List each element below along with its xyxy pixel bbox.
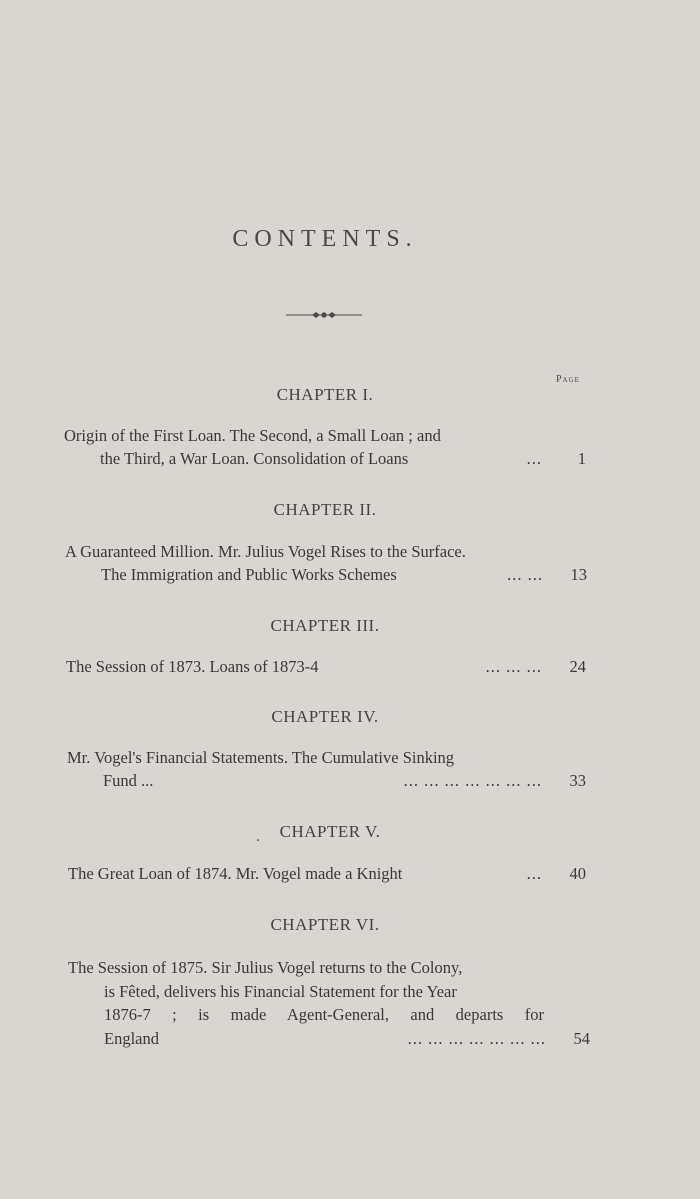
page-number: 13: [570, 565, 587, 584]
dot-leaders: ... ... ...: [485, 657, 542, 676]
entry-last-line: [64, 447, 586, 470]
chapter-heading: CHAPTER IV.: [271, 707, 379, 726]
entry-line: Fund ...: [103, 771, 154, 790]
entry-line: is Fêted, delivers his Financial Statement for the Year: [104, 981, 457, 1001]
entry-line: England: [104, 1028, 159, 1048]
entry-last-line: [65, 563, 587, 586]
dot-leaders: ... ...: [507, 565, 543, 584]
entry-last-line: [68, 862, 586, 885]
entry-line: The Immigration and Public Works Schemes: [101, 565, 397, 584]
entry-last-line: [66, 655, 586, 678]
chapter-heading: CHAPTER V.: [279, 822, 381, 841]
chapter-heading: CHAPTER I.: [276, 385, 374, 404]
contents-entry: [65, 540, 587, 586]
page-column-header: Page: [556, 374, 580, 385]
dot-leaders: ...: [526, 864, 542, 883]
contents-entry: [67, 746, 586, 792]
entry-line: The Session of 1873. Loans of 1873-4: [66, 657, 319, 676]
ornament-rule-icon: [286, 307, 362, 323]
contents-entry: [68, 956, 590, 1050]
dot-leaders: ... ... ... ... ... ... ...: [407, 1028, 546, 1048]
dot-leaders: ... ... ... ... ... ... ...: [403, 771, 542, 790]
page-number: 40: [569, 864, 586, 883]
contents-entry: [66, 655, 586, 678]
chapter-heading: CHAPTER VI.: [270, 915, 380, 934]
stray-mark: .: [256, 828, 260, 845]
entry-line: 1876-7 ; is made Agent-General, and departs for: [104, 1005, 544, 1024]
page-number: 24: [569, 657, 586, 676]
dot-leaders: ...: [526, 449, 542, 468]
chapter-heading: CHAPTER II.: [273, 500, 377, 519]
page-number: 1: [577, 449, 586, 468]
chapter-heading: CHAPTER III.: [270, 616, 380, 635]
entry-line: The Session of 1875. Sir Julius Vogel returns to the Colony,: [68, 958, 463, 977]
page-number: 33: [569, 771, 586, 790]
entry-line: the Third, a War Loan. Consolidation of Loans: [100, 449, 409, 468]
entry-last-line: [68, 1027, 590, 1051]
entry-line: The Great Loan of 1874. Mr. Vogel made a Knight: [68, 864, 403, 883]
entry-line: A Guaranteed Million. Mr. Julius Vogel Rises to the Surface.: [65, 542, 466, 561]
contents-entry: [68, 862, 586, 885]
contents-entry: [64, 424, 586, 470]
page-number: 54: [573, 1028, 590, 1048]
entry-last-line: [67, 769, 586, 792]
contents-title: CONTENTS.: [232, 226, 418, 252]
entry-line: Origin of the First Loan. The Second, a Small Loan ; and: [64, 426, 441, 445]
entry-line: Mr. Vogel's Financial Statements. The Cumulative Sinking: [67, 748, 455, 767]
